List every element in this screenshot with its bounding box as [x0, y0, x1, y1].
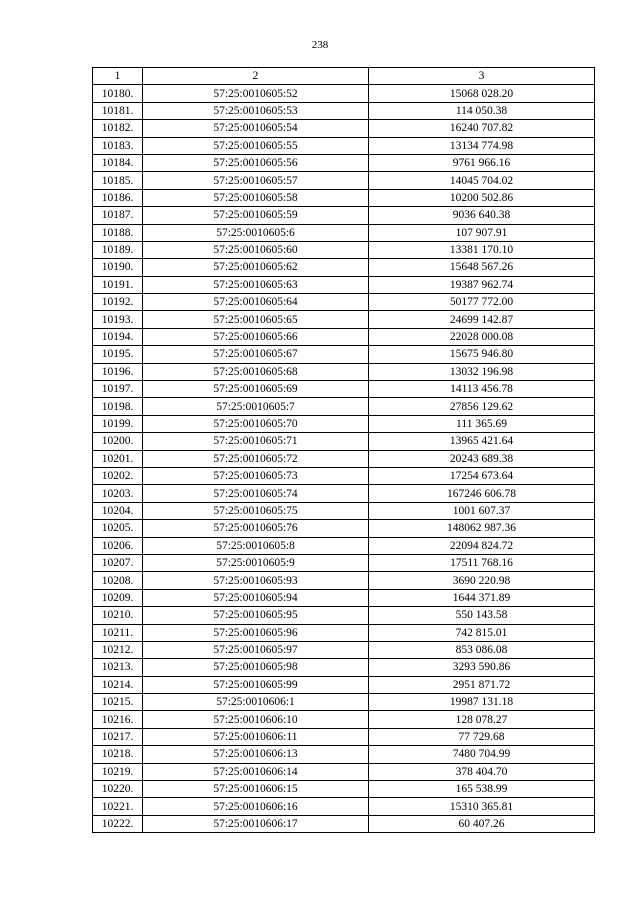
cadastral-number-cell: 57:25:0010605:55 — [143, 137, 369, 154]
cadastral-number-cell: 57:25:0010605:65 — [143, 311, 369, 328]
cadastral-number-cell: 57:25:0010605:76 — [143, 520, 369, 537]
row-number-cell: 10190. — [93, 259, 143, 276]
cadastral-number-cell: 57:25:0010605:95 — [143, 607, 369, 624]
table-row — [93, 711, 595, 728]
row-number-cell: 10185. — [93, 172, 143, 189]
table-row — [93, 241, 595, 258]
cadastral-number-cell: 57:25:0010605:74 — [143, 485, 369, 502]
table-row — [93, 311, 595, 328]
table-row — [93, 502, 595, 519]
table-row — [93, 415, 595, 432]
value-cell: 3293 590.86 — [369, 659, 595, 676]
table-row — [93, 398, 595, 415]
cadastral-number-cell: 57:25:0010605:53 — [143, 102, 369, 119]
table-row — [93, 294, 595, 311]
value-cell: 3690 220.98 — [369, 572, 595, 589]
row-number-cell: 10182. — [93, 120, 143, 137]
cadastral-number-cell: 57:25:0010605:97 — [143, 641, 369, 658]
row-number-cell: 10199. — [93, 415, 143, 432]
cadastral-number-cell: 57:25:0010605:56 — [143, 154, 369, 171]
row-number-cell: 10186. — [93, 189, 143, 206]
table-row — [93, 659, 595, 676]
value-cell: 15068 028.20 — [369, 85, 595, 102]
cadastral-number-cell: 57:25:0010605:57 — [143, 172, 369, 189]
table-body — [93, 85, 595, 833]
table-row — [93, 746, 595, 763]
row-number-cell: 10206. — [93, 537, 143, 554]
cadastral-number-cell: 57:25:0010606:14 — [143, 763, 369, 780]
row-number-cell: 10208. — [93, 572, 143, 589]
row-number-cell: 10218. — [93, 746, 143, 763]
table-row — [93, 676, 595, 693]
cadastral-number-cell: 57:25:0010605:64 — [143, 294, 369, 311]
cadastral-number-cell: 57:25:0010606:13 — [143, 746, 369, 763]
row-number-cell: 10209. — [93, 589, 143, 606]
row-number-cell: 10195. — [93, 346, 143, 363]
value-cell: 22094 824.72 — [369, 537, 595, 554]
row-number-cell: 10220. — [93, 781, 143, 798]
row-number-cell: 10194. — [93, 328, 143, 345]
column-header-1: 1 — [93, 68, 143, 85]
row-number-cell: 10212. — [93, 641, 143, 658]
row-number-cell: 10215. — [93, 694, 143, 711]
table-row — [93, 363, 595, 380]
cadastral-number-cell: 57:25:0010606:16 — [143, 798, 369, 815]
row-number-cell: 10181. — [93, 102, 143, 119]
cadastral-number-cell: 57:25:0010605:73 — [143, 467, 369, 484]
table-row — [93, 467, 595, 484]
row-number-cell: 10192. — [93, 294, 143, 311]
value-cell: 60 407.26 — [369, 815, 595, 832]
row-number-cell: 10222. — [93, 815, 143, 832]
value-cell: 114 050.38 — [369, 102, 595, 119]
row-number-cell: 10202. — [93, 467, 143, 484]
cadastral-number-cell: 57:25:0010605:69 — [143, 381, 369, 398]
value-cell: 15310 365.81 — [369, 798, 595, 815]
value-cell: 13965 421.64 — [369, 433, 595, 450]
value-cell: 14045 704.02 — [369, 172, 595, 189]
cadastral-number-cell: 57:25:0010606:11 — [143, 728, 369, 745]
cadastral-number-cell: 57:25:0010605:72 — [143, 450, 369, 467]
value-cell: 742 815.01 — [369, 624, 595, 641]
column-header-2: 2 — [143, 68, 369, 85]
row-number-cell: 10219. — [93, 763, 143, 780]
value-cell: 17511 768.16 — [369, 554, 595, 571]
cadastral-number-cell: 57:25:0010605:52 — [143, 85, 369, 102]
cadastral-number-cell: 57:25:0010605:59 — [143, 207, 369, 224]
value-cell: 22028 000.08 — [369, 328, 595, 345]
registry-table — [92, 67, 595, 833]
table-row — [93, 607, 595, 624]
column-header-3: 3 — [369, 68, 595, 85]
row-number-cell: 10198. — [93, 398, 143, 415]
value-cell: 13032 196.98 — [369, 363, 595, 380]
value-cell: 550 143.58 — [369, 607, 595, 624]
value-cell: 853 086.08 — [369, 641, 595, 658]
value-cell: 20243 689.38 — [369, 450, 595, 467]
row-number-cell: 10217. — [93, 728, 143, 745]
value-cell: 1644 371.89 — [369, 589, 595, 606]
table-row — [93, 433, 595, 450]
table-row — [93, 276, 595, 293]
row-number-cell: 10213. — [93, 659, 143, 676]
cadastral-number-cell: 57:25:0010605:70 — [143, 415, 369, 432]
cadastral-number-cell: 57:25:0010605:67 — [143, 346, 369, 363]
value-cell: 10200 502.86 — [369, 189, 595, 206]
value-cell: 128 078.27 — [369, 711, 595, 728]
table-row — [93, 154, 595, 171]
table-row — [93, 450, 595, 467]
table-row — [93, 137, 595, 154]
cadastral-number-cell: 57:25:0010605:94 — [143, 589, 369, 606]
value-cell: 167246 606.78 — [369, 485, 595, 502]
table-row — [93, 624, 595, 641]
page-number: 238 — [311, 39, 329, 51]
table-row — [93, 485, 595, 502]
row-number-cell: 10200. — [93, 433, 143, 450]
table-row — [93, 815, 595, 832]
row-number-cell: 10210. — [93, 607, 143, 624]
table-row — [93, 328, 595, 345]
table-row — [93, 781, 595, 798]
value-cell: 24699 142.87 — [369, 311, 595, 328]
value-cell: 19987 131.18 — [369, 694, 595, 711]
row-number-cell: 10187. — [93, 207, 143, 224]
table-row — [93, 207, 595, 224]
row-number-cell: 10180. — [93, 85, 143, 102]
value-cell: 27856 129.62 — [369, 398, 595, 415]
value-cell: 148062 987.36 — [369, 520, 595, 537]
value-cell: 107 907.91 — [369, 224, 595, 241]
cadastral-number-cell: 57:25:0010605:9 — [143, 554, 369, 571]
cadastral-number-cell: 57:25:0010606:1 — [143, 694, 369, 711]
cadastral-number-cell: 57:25:0010606:17 — [143, 815, 369, 832]
table-row — [93, 381, 595, 398]
table-row — [93, 346, 595, 363]
cadastral-number-cell: 57:25:0010605:99 — [143, 676, 369, 693]
row-number-cell: 10211. — [93, 624, 143, 641]
cadastral-number-cell: 57:25:0010606:10 — [143, 711, 369, 728]
cadastral-number-cell: 57:25:0010605:96 — [143, 624, 369, 641]
table-row — [93, 520, 595, 537]
cadastral-number-cell: 57:25:0010605:6 — [143, 224, 369, 241]
cadastral-number-cell: 57:25:0010605:71 — [143, 433, 369, 450]
row-number-cell: 10207. — [93, 554, 143, 571]
cadastral-number-cell: 57:25:0010605:8 — [143, 537, 369, 554]
table-row — [93, 102, 595, 119]
row-number-cell: 10205. — [93, 520, 143, 537]
table-row — [93, 259, 595, 276]
cadastral-number-cell: 57:25:0010605:75 — [143, 502, 369, 519]
table-row — [93, 641, 595, 658]
value-cell: 77 729.68 — [369, 728, 595, 745]
cadastral-number-cell: 57:25:0010605:54 — [143, 120, 369, 137]
value-cell: 378 404.70 — [369, 763, 595, 780]
value-cell: 13381 170.10 — [369, 241, 595, 258]
cadastral-number-cell: 57:25:0010605:93 — [143, 572, 369, 589]
table-row — [93, 85, 595, 102]
row-number-cell: 10201. — [93, 450, 143, 467]
row-number-cell: 10203. — [93, 485, 143, 502]
table-header-row — [93, 68, 595, 85]
value-cell: 16240 707.82 — [369, 120, 595, 137]
cadastral-number-cell: 57:25:0010605:7 — [143, 398, 369, 415]
row-number-cell: 10197. — [93, 381, 143, 398]
row-number-cell: 10216. — [93, 711, 143, 728]
value-cell: 9036 640.38 — [369, 207, 595, 224]
value-cell: 111 365.69 — [369, 415, 595, 432]
cadastral-number-cell: 57:25:0010605:68 — [143, 363, 369, 380]
value-cell: 19387 962.74 — [369, 276, 595, 293]
row-number-cell: 10193. — [93, 311, 143, 328]
value-cell: 13134 774.98 — [369, 137, 595, 154]
value-cell: 17254 673.64 — [369, 467, 595, 484]
row-number-cell: 10191. — [93, 276, 143, 293]
row-number-cell: 10189. — [93, 241, 143, 258]
table-row — [93, 537, 595, 554]
value-cell: 15675 946.80 — [369, 346, 595, 363]
value-cell: 2951 871.72 — [369, 676, 595, 693]
row-number-cell: 10204. — [93, 502, 143, 519]
table-row — [93, 589, 595, 606]
row-number-cell: 10221. — [93, 798, 143, 815]
row-number-cell: 10183. — [93, 137, 143, 154]
table-row — [93, 798, 595, 815]
row-number-cell: 10214. — [93, 676, 143, 693]
cadastral-number-cell: 57:25:0010605:60 — [143, 241, 369, 258]
table-row — [93, 554, 595, 571]
table-row — [93, 572, 595, 589]
table-row — [93, 120, 595, 137]
cadastral-number-cell: 57:25:0010605:62 — [143, 259, 369, 276]
row-number-cell: 10184. — [93, 154, 143, 171]
value-cell: 9761 966.16 — [369, 154, 595, 171]
table-row — [93, 728, 595, 745]
value-cell: 50177 772.00 — [369, 294, 595, 311]
cadastral-number-cell: 57:25:0010605:98 — [143, 659, 369, 676]
row-number-cell: 10196. — [93, 363, 143, 380]
cadastral-number-cell: 57:25:0010606:15 — [143, 781, 369, 798]
value-cell: 15648 567.26 — [369, 259, 595, 276]
cadastral-number-cell: 57:25:0010605:58 — [143, 189, 369, 206]
value-cell: 165 538.99 — [369, 781, 595, 798]
cadastral-number-cell: 57:25:0010605:63 — [143, 276, 369, 293]
value-cell: 1001 607.37 — [369, 502, 595, 519]
table-row — [93, 694, 595, 711]
table-row — [93, 189, 595, 206]
table-row — [93, 763, 595, 780]
value-cell: 14113 456.78 — [369, 381, 595, 398]
value-cell: 7480 704.99 — [369, 746, 595, 763]
table-row — [93, 224, 595, 241]
cadastral-number-cell: 57:25:0010605:66 — [143, 328, 369, 345]
table-row — [93, 172, 595, 189]
row-number-cell: 10188. — [93, 224, 143, 241]
